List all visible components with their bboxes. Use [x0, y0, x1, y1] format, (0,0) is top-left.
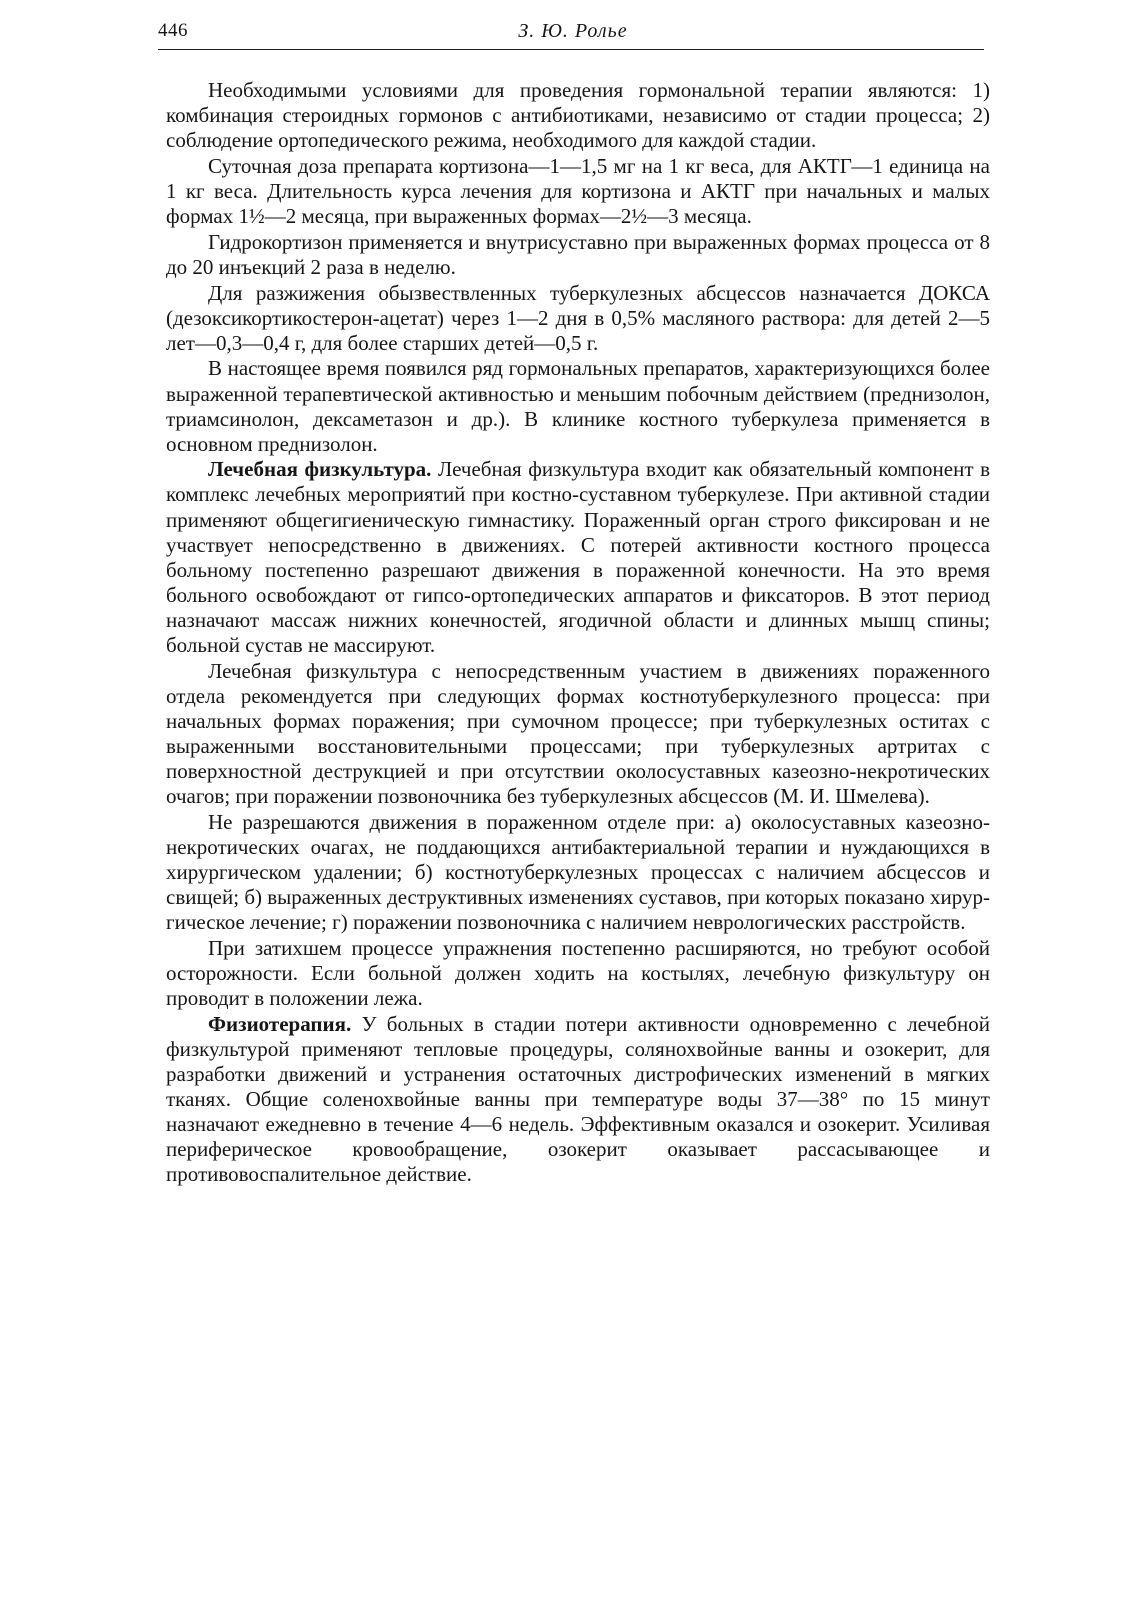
paragraph-text: Гидрокортизон применяется и внутрисуставно при выраженных формах процесса от 8 до 20 инъекций 2 раза в неделю.: [166, 229, 990, 279]
paragraph-text: Необходимыми условиями для проведения гормональной терапии являются: 1) комбинация стероидных гормонов с антибиотиками, независимо от стадии процесса; 2) соблюдение ортопедического режима, необходимого для каждой стадии.: [166, 78, 990, 153]
paragraph-text: У больных в стадии потери активности одновременно с лечебной физкультурой применяют тепловые процедуры, солянохвойные ванны и озокерит, для разработки движений и устранения остаточных дистрофических изменений в мягких тканях. Общие соленохвойные ванны при температуре воды 37—38° по 15 минут назначают ежедневно в течение 4—6 недель. Эффективным оказался и озокерит. Усиливая периферическое кровообращение, озокерит оказывает рассасывающее и противовоспалительное действие.: [166, 1011, 991, 1187]
paragraph-physical-therapy: [166, 457, 990, 658]
page-header: [158, 18, 988, 48]
paragraph-text: В настоящее время появился ряд гормональных препаратов, характеризующихся более выраженной терапевтической активностью и меньшим побочным действием (преднизолон, триамсинолон, дексаметазон и др.). В клинике костного туберкулеза применяется в основном преднизолон.: [166, 356, 990, 456]
paragraph-text: Лечебная физкультура с непосредственным участием в движениях пораженного отдела рекомендуется при следующих формах костнотуберкулезного процесса: при начальных формах поражения; при сумочном процессе; при туберкулезных оститах с выраженными восстановительными процессами; при туберкулезных артритах с поверхностной деструкцией и при отсутствии околосуставных казеозно-некротических очагов; при поражении позвоночника без туберкулезных абсцессов (М. И. Шмелева).: [166, 658, 990, 809]
paragraph-text: Для разжижения обызвествленных туберкулезных абсцессов назначается ДОКСА (дезоксикортикостерон-ацетат) через 1—2 дня в 0,5% масляного раствора: для детей 2—5 лет—0,3—0,4 г, для более старших детей—0,5 г.: [166, 280, 990, 355]
paragraph-text: Суточная доза препарата кортизона—1—1,5 мг на 1 кг веса, для АКТГ—1 единица на 1 кг веса. Длительность курса лечения для кортизона и АКТГ при начальных и малых формах 1½—2 месяца, при выраженных формах—2½—3 месяца.: [166, 153, 990, 229]
paragraph-text: Лечебная физкультура входит как обязательный компонент в комплекс лечебных мероприятий при костно-суставном туберкулезе. При активной стадии применяют общегигиеническую гимнастику. Пораженный орган строго фиксирован и не участвует непосредственно в движениях. С потерей активности костного процесса больному постепенно разрешают движения в пораженной конечности. На это время больного освобождают от гипсо-ортопедических аппаратов и фиксаторов. В этот период назначают массаж нижних конечностей, ягодичной области и длинных мышц спины; больной сустав не массируют.: [166, 457, 990, 658]
section-heading-physical-therapy: Лечебная физкультура.: [208, 457, 432, 482]
paragraph-daily-dose: [166, 154, 990, 229]
section-heading-physiotherapy: Физиотерапия.: [208, 1011, 352, 1036]
paragraph-subsided-process: [166, 936, 990, 1011]
body-text: [166, 78, 990, 1187]
paragraph-hydrocortisone: [166, 230, 990, 280]
paragraph-doksa: [166, 281, 990, 356]
paragraph-text: При затихшем процессе упражнения постепенно расширяются, но требуют особой осторожности. Если больной должен ходить на костылях, лечебную физкультуру он проводит в положении лежа.: [166, 935, 990, 1011]
paragraph-movement-contraindications: [166, 810, 990, 935]
paragraph-hormone-therapy-conditions: [166, 78, 990, 153]
running-head: З. Ю. Ролье: [518, 20, 628, 42]
page-number: 446: [158, 20, 188, 41]
paragraph-text: Не разрешаются движения в пораженном отделе при: а) околосуставных казеозно-некротических очагах, не поддающихся антибактериальной терапии и нуждающихся в хирургическом удалении; б) костнотуберкулезных процессах с наличием абсцессов и свищей; б) выраженных деструктивных изменениях суставов, при которых показано хирургическое лечение; г) поражении позвоночника с наличием неврологических расстройств.: [166, 809, 990, 935]
paragraph-movement-indications: [166, 659, 990, 810]
paragraph-physiotherapy: [166, 1012, 990, 1188]
paragraph-new-hormonal-drugs: [166, 356, 990, 456]
header-rule: [158, 49, 984, 50]
